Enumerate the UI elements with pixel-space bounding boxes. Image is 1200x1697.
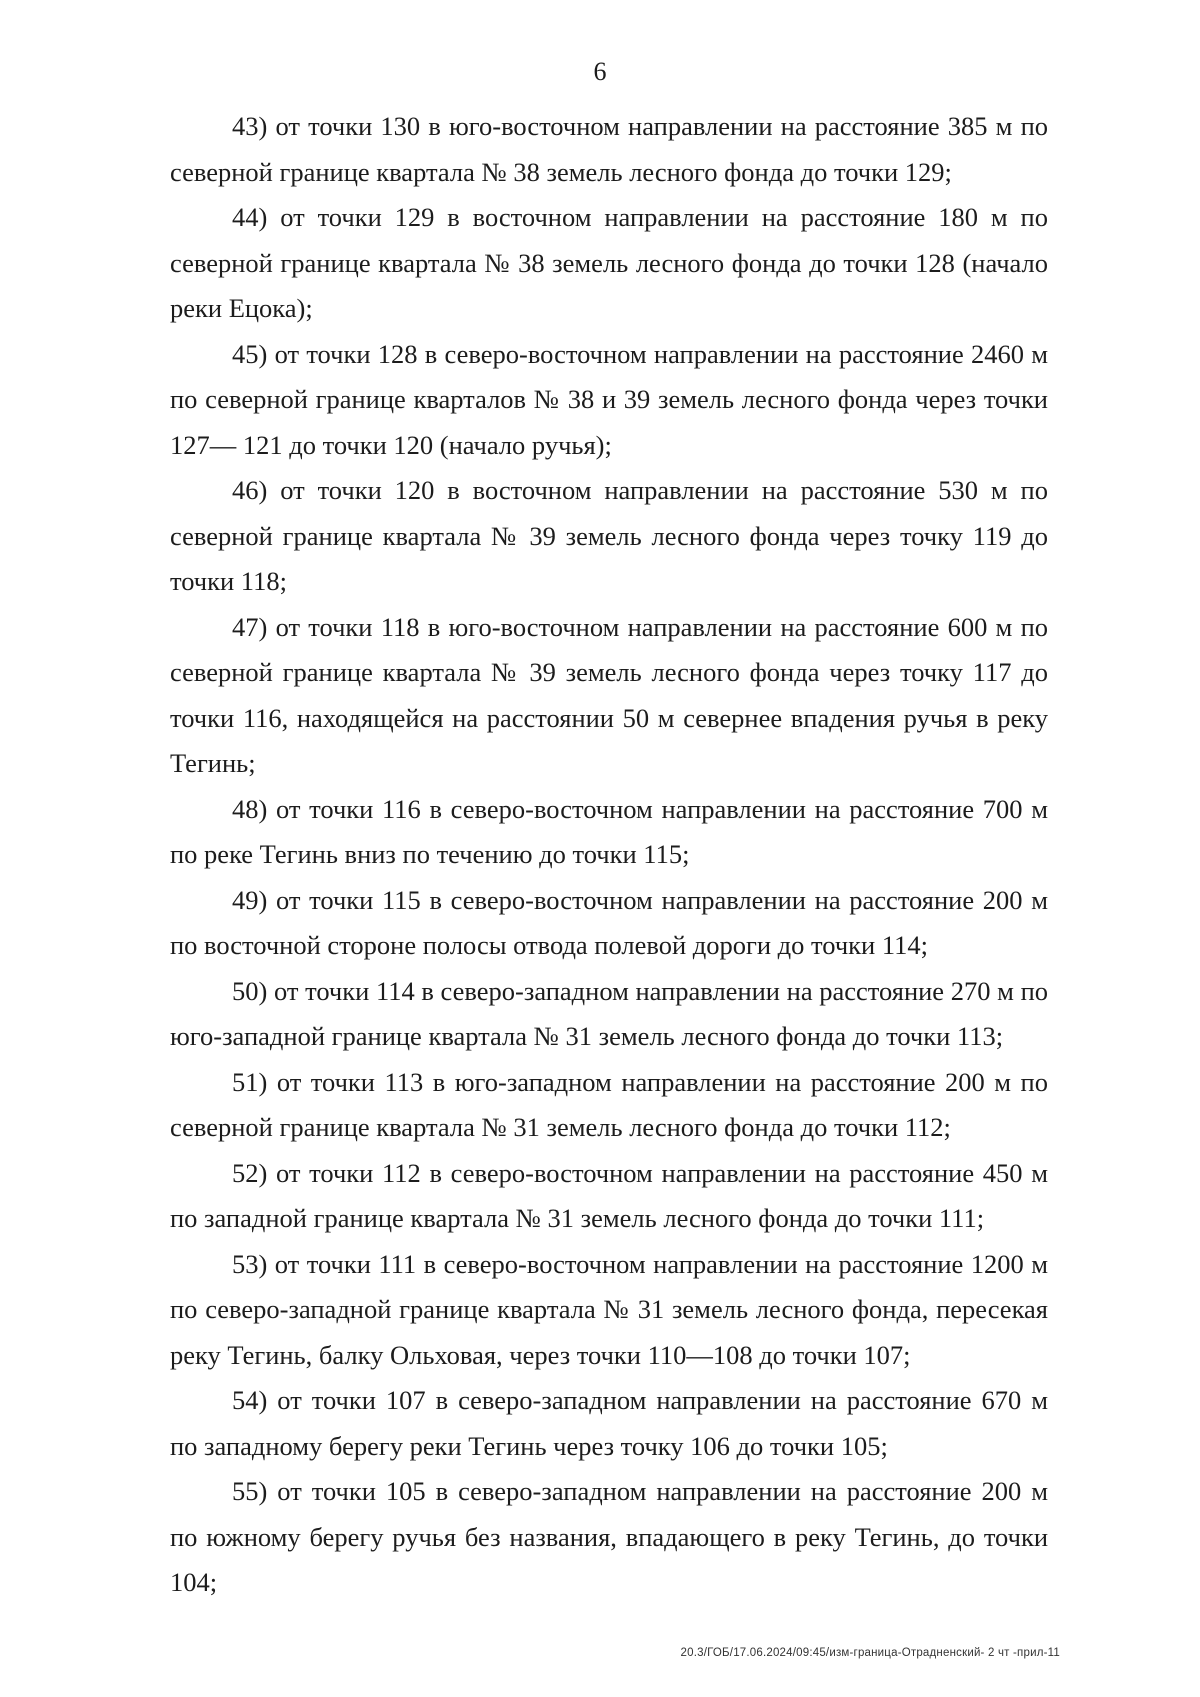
- list-item: 49) от точки 115 в северо-восточном направлении на расстояние 200 м по восточной стороне полосы отвода полевой дороги до точки 114;: [170, 884, 1048, 960]
- list-item: 43) от точки 130 в юго-восточном направлении на расстояние 385 м по северной границе квартала № 38 земель лесного фонда до точки 129;: [170, 111, 1048, 187]
- list-item: 51) от точки 113 в юго-западном направлении на расстояние 200 м по северной границе квартала № 31 земель лесного фонда до точки 112;: [170, 1066, 1048, 1142]
- document-footer-code: 20.3/ГОБ/17.06.2024/09:45/изм-граница-Отрадненский- 2 чт -прил-11: [680, 1647, 1060, 1659]
- page-number: 6: [593, 57, 607, 86]
- list-item: 47) от точки 118 в юго-восточном направлении на расстояние 600 м по северной границе квартала № 39 земель лесного фонда через точку 117 до точки 116, находящейся на расстоянии 50 м севернее впадения ручья в реку Тегинь;: [170, 611, 1048, 778]
- list-item: 45) от точки 128 в северо-восточном направлении на расстояние 2460 м по северной границе кварталов № 38 и 39 земель лесного фонда через точки 127— 121 до точки 120 (начало ручья);: [170, 338, 1048, 460]
- list-item: 46) от точки 120 в восточном направлении на расстояние 530 м по северной границе квартала № 39 земель лесного фонда через точку 119 до точки 118;: [170, 475, 1048, 596]
- list-item: 53) от точки 111 в северо-восточном направлении на расстояние 1200 м по северо-западной границе квартала № 31 земель лесного фонда, пересекая реку Тегинь, балку Ольховая, через точки 110—108 до точки 107;: [170, 1248, 1048, 1370]
- list-item: 48) от точки 116 в северо-восточном направлении на расстояние 700 м по реке Тегинь вниз по течению до точки 115;: [170, 793, 1048, 869]
- list-item: 55) от точки 105 в северо-западном направлении на расстояние 200 м по южному берегу ручья без названия, впадающего в реку Тегинь, до точки 104;: [170, 1476, 1048, 1597]
- list-item: 44) от точки 129 в восточном направлении на расстояние 180 м по северной границе квартала № 38 земель лесного фонда до точки 128 (начало реки Ецока);: [170, 202, 1048, 323]
- boundary-description-list: [170, 104, 1048, 1606]
- list-item: 50) от точки 114 в северо-западном направлении на расстояние 270 м по юго-западной границе квартала № 31 земель лесного фонда до точки 113;: [170, 975, 1048, 1051]
- list-item: 54) от точки 107 в северо-западном направлении на расстояние 670 м по западному берегу реки Тегинь через точку 106 до точки 105;: [170, 1385, 1048, 1461]
- list-item: 52) от точки 112 в северо-восточном направлении на расстояние 450 м по западной границе квартала № 31 земель лесного фонда до точки 111;: [170, 1157, 1048, 1233]
